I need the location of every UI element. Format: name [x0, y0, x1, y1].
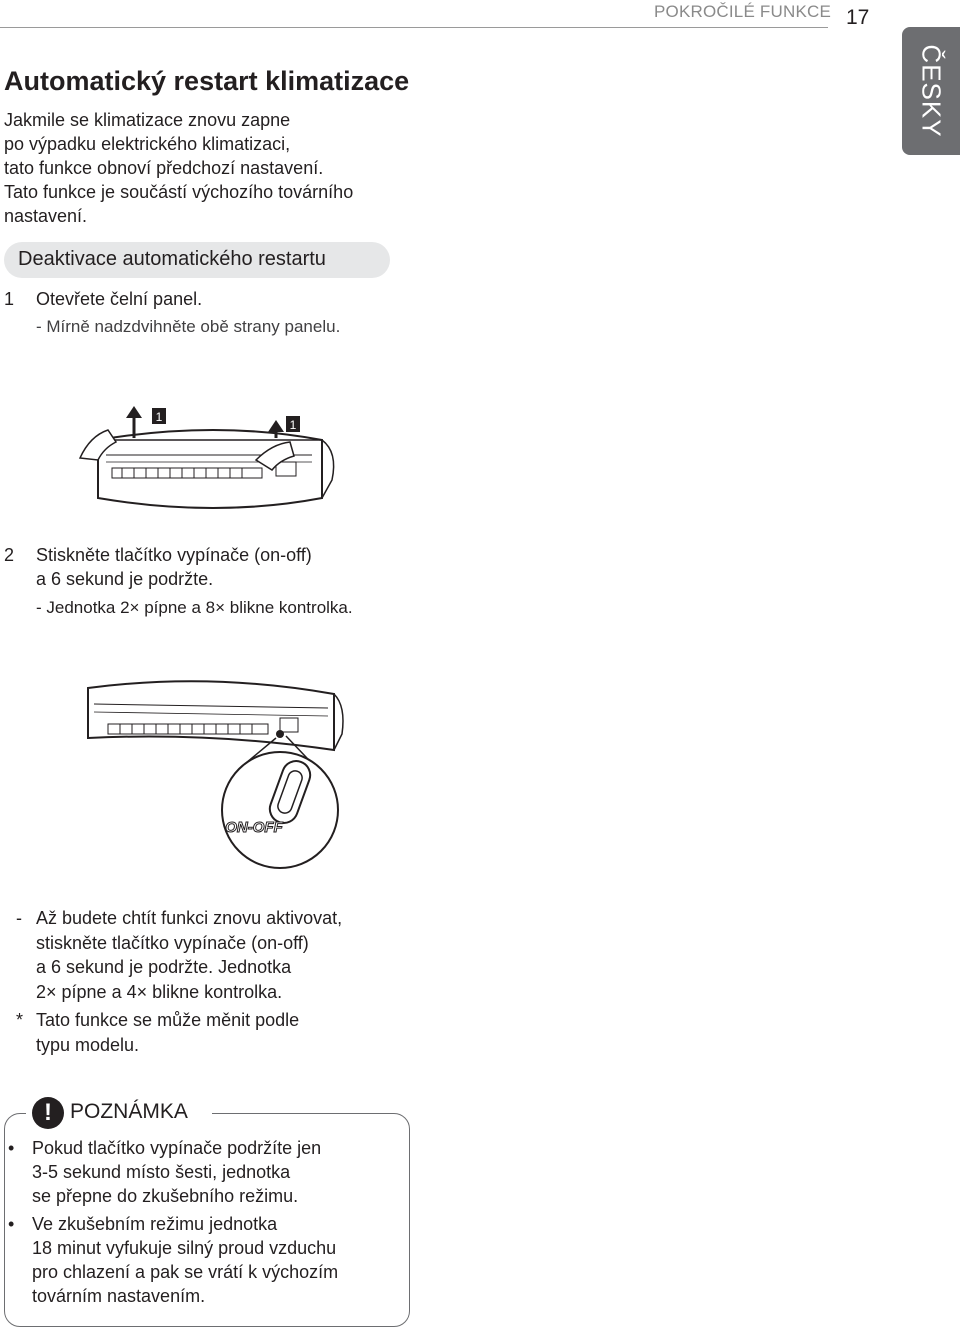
on-off-label: ON-OFF	[225, 819, 283, 836]
bullet-icon: •	[8, 1214, 15, 1234]
step-number: 1	[4, 289, 15, 309]
subheading-pill	[4, 242, 390, 278]
note-item	[8, 1212, 338, 1308]
note-item	[8, 1136, 338, 1208]
note-item-line: pro chlazení a pak se vrátí k výchozím	[32, 1262, 339, 1282]
page-title: Automatický restart klimatizace	[4, 66, 410, 96]
figure-open-panel	[76, 400, 352, 528]
note-line: Až budete chtít funkci znovu aktivovat,	[36, 908, 343, 928]
note-mark: -	[16, 908, 22, 928]
note-line: 2× pípne a 4× blikne kontrolka.	[36, 981, 283, 1002]
language-tab-label: ČESKY	[916, 44, 947, 138]
note-item-line: Pokud tlačítko vypínače podržíte jen	[32, 1138, 322, 1158]
intro-line: Tato funkce je součástí výchozího továrního	[4, 182, 354, 202]
step-number: 2	[4, 545, 15, 565]
intro-line: tato funkce obnoví předchozí nastavení.	[4, 158, 324, 178]
note-mark: *	[16, 1010, 24, 1030]
header-rule	[0, 27, 828, 28]
note-title: POZNÁMKA	[70, 1100, 188, 1123]
note-item-line: 3-5 sekund místo šesti, jednotka	[32, 1162, 291, 1182]
step-subtext: - Mírně nadzdvihněte obě strany panelu.	[36, 317, 341, 336]
step-text: Otevřete čelní panel.	[36, 289, 203, 309]
note-item-line: továrním nastavením.	[32, 1286, 206, 1306]
note-line: stiskněte tlačítko vypínače (on-off)	[36, 932, 309, 953]
page-number: 17	[846, 6, 870, 29]
figure-badge: 1	[155, 410, 163, 424]
figure-badge: 1	[289, 418, 297, 432]
intro-paragraph	[4, 108, 353, 228]
note-line: a 6 sekund je podržte. Jednotka	[36, 957, 292, 977]
step-1	[4, 287, 424, 337]
note-list	[8, 1136, 338, 1312]
step-2	[4, 543, 434, 619]
figure-on-off-button	[80, 676, 348, 872]
note-item-line: Ve zkušebním režimu jednotka	[32, 1214, 278, 1234]
intro-line: Jakmile se klimatizace znovu zapne	[4, 110, 291, 130]
section-title: POKROČILÉ FUNKCE	[654, 2, 832, 21]
intro-line: nastavení.	[4, 206, 88, 226]
note-item-line: se přepne do zkušebního režimu.	[32, 1186, 299, 1206]
step-text: Stiskněte tlačítko vypínače (on-off)	[36, 545, 312, 565]
step-text: a 6 sekund je podržte.	[36, 569, 214, 589]
subheading-text: Deaktivace automatického restartu	[18, 248, 326, 270]
note-line: typu modelu.	[36, 1034, 140, 1055]
note-item-line: 18 minut vyfukuje silný proud vzduchu	[32, 1238, 337, 1258]
language-tab	[902, 27, 960, 155]
step-subtext: - Jednotka 2× pípne a 8× blikne kontrolka.	[36, 598, 353, 617]
note-line: Tato funkce se může měnit podle	[36, 1010, 300, 1030]
bullet-icon: •	[8, 1138, 15, 1158]
warning-icon: !	[32, 1097, 64, 1129]
note-header	[26, 1095, 212, 1131]
intro-line: po výpadku elektrického klimatizaci,	[4, 134, 291, 154]
